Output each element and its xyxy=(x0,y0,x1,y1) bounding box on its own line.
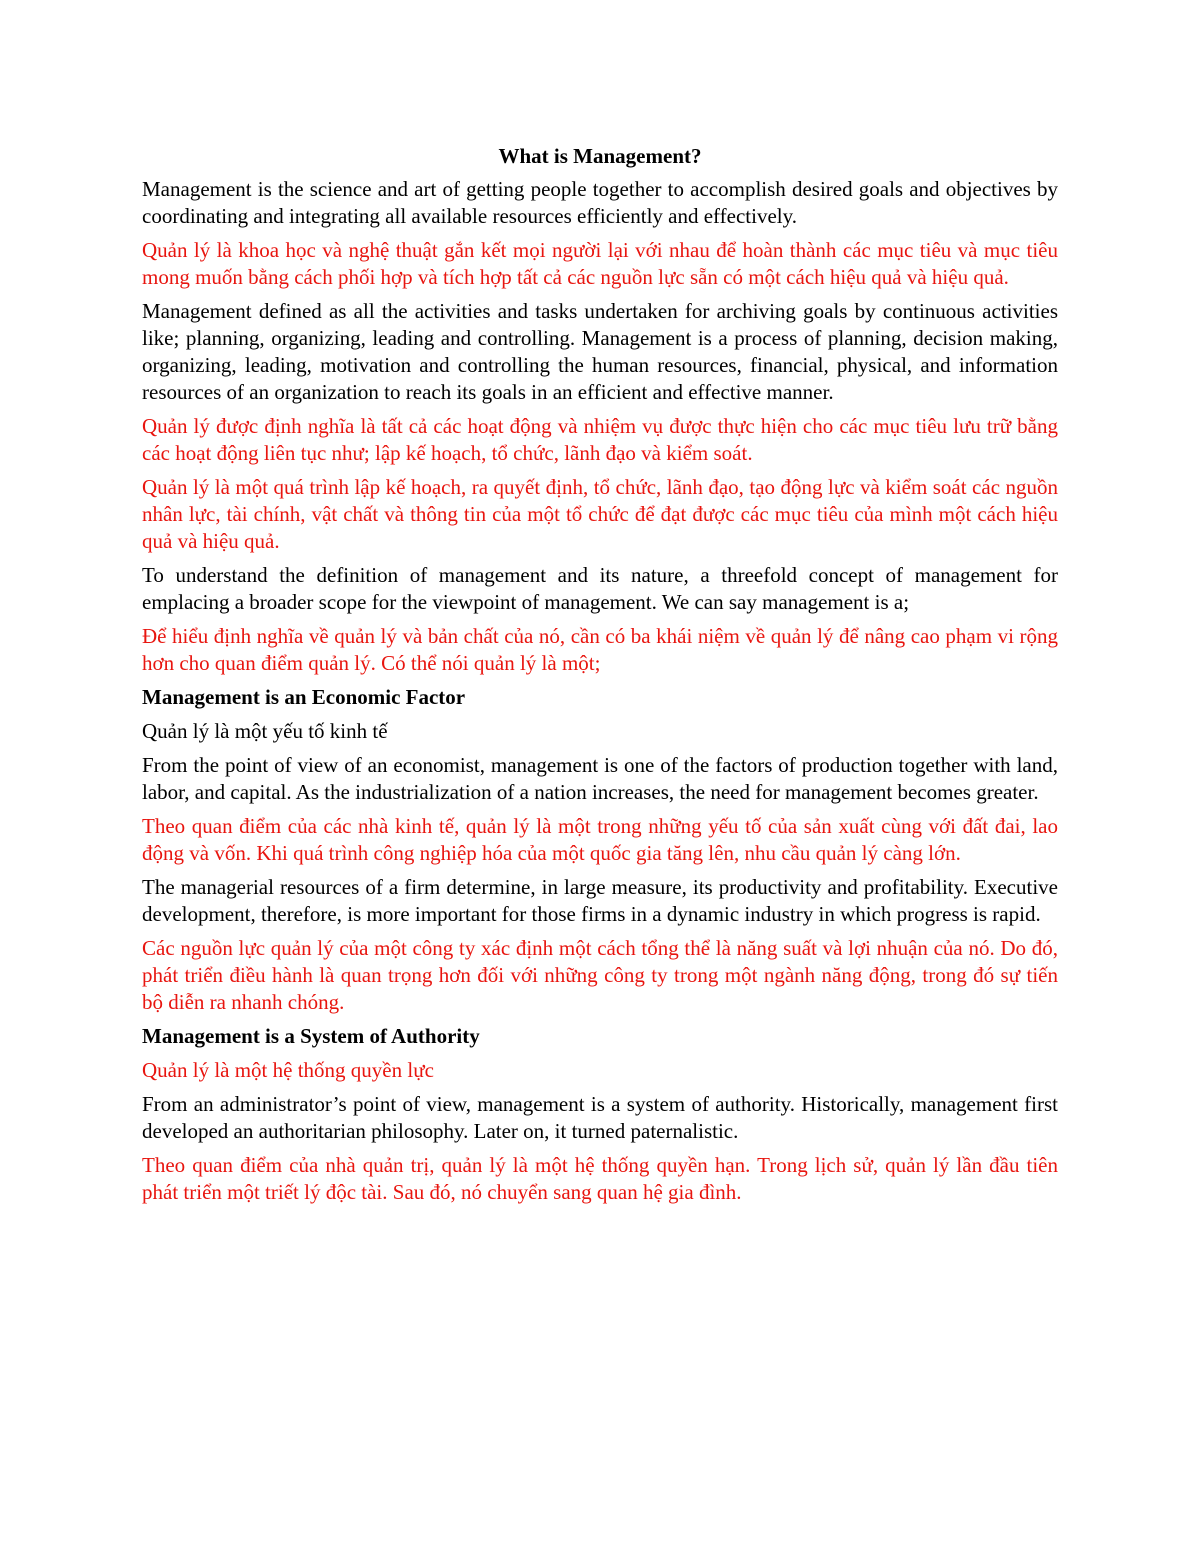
paragraph-economist-vi: Theo quan điểm của các nhà kinh tế, quản lý là một trong những yếu tố của sản xuất cùng với đất đai, lao động và vốn. Khi quá trình công nghiệp hóa của một quốc gia tăng lên, nhu cầu quản lý càng lớn. xyxy=(142,814,1058,865)
paragraph-administrator-en: From an administrator’s point of view, management is a system of authority. Historically, management first developed an authoritarian philosophy. Later on, it turned paternalistic. xyxy=(142,1092,1058,1143)
paragraph-administrator-vi: Theo quan điểm của nhà quản trị, quản lý là một hệ thống quyền hạn. Trong lịch sử, quản lý lần đầu tiên phát triển một triết lý độc tài. Sau đó, nó chuyển sang quan hệ gia đình. xyxy=(142,1153,1058,1204)
paragraph-definition-vi: Quản lý là khoa học và nghệ thuật gắn kết mọi người lại với nhau để hoàn thành các mục tiêu và mục tiêu mong muốn bằng cách phối hợp và tích hợp tất cả các nguồn lực sẵn có một cách hiệu quả và hiệu quả. xyxy=(142,238,1058,289)
paragraph-threefold-en: To understand the definition of management and its nature, a threefold concept of management for emplacing a broader scope for the viewpoint of management. We can say management is a; xyxy=(142,563,1058,614)
paragraph-definition-en: Management is the science and art of getting people together to accomplish desired goals and objectives by coordinating and integrating all available resources efficiently and effectively. xyxy=(142,177,1058,228)
paragraph-threefold-vi: Để hiểu định nghĩa về quản lý và bản chất của nó, cần có ba khái niệm về quản lý để nâng cao phạm vi rộng hơn cho quan điểm quản lý. Có thể nói quản lý là một; xyxy=(142,624,1058,675)
paragraph-managerial-resources-en: The managerial resources of a firm determine, in large measure, its productivity and profitability. Executive development, therefore, is more important for those firms in a dynamic industry in which progress is rapid. xyxy=(142,875,1058,926)
paragraph-economist-en: From the point of view of an economist, management is one of the factors of production together with land, labor, and capital. As the industrialization of a nation increases, the need for management becomes greater. xyxy=(142,753,1058,804)
document-page xyxy=(142,143,1058,1213)
paragraph-managerial-resources-vi: Các nguồn lực quản lý của một công ty xác định một cách tổng thể là năng suất và lợi nhuận của nó. Do đó, phát triển điều hành là quan trọng hơn đối với những công ty trong một ngành năng động, trong đó sự tiến bộ diễn ra nhanh chóng. xyxy=(142,936,1058,1014)
heading-system-of-authority: Management is a System of Authority xyxy=(142,1024,480,1048)
document-title: What is Management? xyxy=(498,144,702,168)
subheading-system-of-authority-vi: Quản lý là một hệ thống quyền lực xyxy=(142,1058,434,1082)
heading-economic-factor: Management is an Economic Factor xyxy=(142,685,466,709)
paragraph-process-vi: Quản lý là một quá trình lập kế hoạch, ra quyết định, tổ chức, lãnh đạo, tạo động lực và kiểm soát các nguồn nhân lực, tài chính, vật chất và thông tin của một tổ chức để đạt được các mục tiêu của mình một cách hiệu quả và hiệu quả. xyxy=(142,475,1058,553)
paragraph-activities-vi: Quản lý được định nghĩa là tất cả các hoạt động và nhiệm vụ được thực hiện cho các mục tiêu lưu trữ bằng các hoạt động liên tục như; lập kế hoạch, tổ chức, lãnh đạo và kiểm soát. xyxy=(142,414,1058,465)
subheading-economic-factor-vi: Quản lý là một yếu tố kinh tế xyxy=(142,719,388,743)
paragraph-activities-en: Management defined as all the activities and tasks undertaken for archiving goals by continuous activities like; planning, organizing, leading and controlling. Management is a process of planning, decision making, organizing, leading, motivation and controlling the human resources, financial, physical, and information resources of an organization to reach its goals in an efficient and effective manner. xyxy=(142,299,1058,404)
